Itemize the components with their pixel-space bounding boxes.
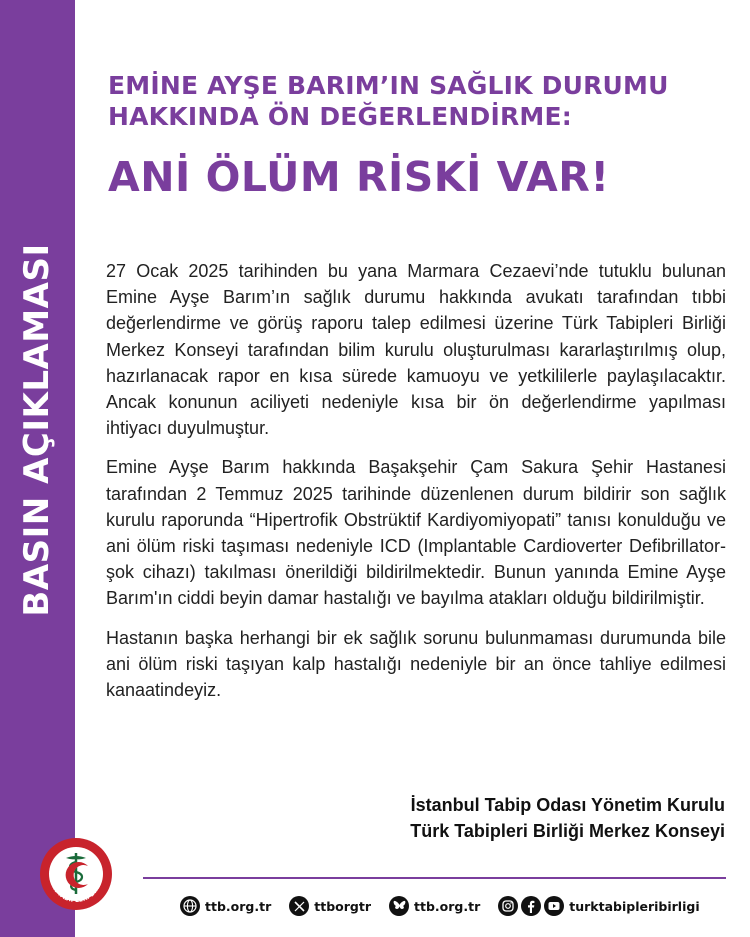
footer-divider	[143, 877, 726, 879]
footer-website[interactable]	[180, 896, 271, 916]
x-handle-text: ttborgtr	[314, 898, 371, 914]
footer-bluesky[interactable]	[389, 896, 480, 916]
ttb-logo-icon	[38, 836, 114, 912]
headline: ANİ ÖLÜM RİSKİ VAR!	[108, 153, 610, 201]
title-block	[108, 70, 718, 202]
paragraph-1: 27 Ocak 2025 tarihinden bu yana Marmara Cezaevi’nde tutuklu bulunan Emine Ayşe Barım’ın sağlık durumu hakkında avukatı tarafından tıbbi değerlendirme ve görüş raporu talep edilmesi üzerine Türk Tabipleri Birliği Merkez Konseyi tarafından bilim kurulu oluşturulması kararlaştırılmış olup, hazırlanacak rapor en kısa sürede kamuoyu ve yetkililerle paylaşılacaktır. Ancak konunun aciliyeti nedeniyle kısa bir ön değerlendirme yapılması ihtiyacı duyulmuştur.	[106, 261, 726, 439]
social-handle-text: turktabipleribirligi	[569, 898, 700, 914]
signature-block	[410, 792, 725, 844]
footer	[180, 894, 700, 918]
x-logo-icon	[289, 896, 309, 916]
title-line-1: EMİNE AYŞE BARIM’IN SAĞLIK DURUMU	[108, 71, 669, 100]
signature-line-1: İstanbul Tabip Odası Yönetim Kurulu	[410, 795, 725, 815]
statement-body	[106, 258, 726, 716]
logo-text: TÜRK TABİPLERİ BİRLİĞ	[47, 874, 105, 905]
facebook-icon	[521, 896, 541, 916]
instagram-icon	[498, 896, 518, 916]
footer-x[interactable]	[289, 896, 371, 916]
bluesky-handle-text: ttb.org.tr	[414, 898, 481, 914]
youtube-icon	[544, 896, 564, 916]
sidebar	[0, 0, 75, 937]
bluesky-icon	[389, 896, 409, 916]
paragraph-2: Emine Ayşe Barım hakkında Başakşehir Çam Sakura Şehir Hastanesi tarafından 2 Temmuz 2025 tarihinde düzenlenen durum bildirir son sağlık kurulu raporunda “Hipertrofik Obstrüktif Kardiyomiyopati” tanısı konulduğu ve ani ölüm riski taşıması nedeniyle ICD (Implantable Cardioverter Defibrillator-şok cihazı) takılması önerildiği bildirilmektedir. Bunun yanında Emine Ayşe Barım'ın ciddi beyin damar hastalığı ve bayılma atakları olduğu bildirilmiştir.	[106, 457, 726, 609]
website-text: ttb.org.tr	[205, 898, 272, 914]
footer-social[interactable]	[498, 896, 699, 916]
title-line-2: HAKKINDA ÖN DEĞERLENDİRME:	[108, 102, 572, 131]
signature-line-2: Türk Tabipleri Birliği Merkez Konseyi	[410, 821, 725, 841]
globe-icon	[180, 896, 200, 916]
sidebar-label: BASIN AÇIKLAMASI	[17, 243, 57, 617]
paragraph-3: Hastanın başka herhangi bir ek sağlık sorunu bulunmaması durumunda bile ani ölüm riski taşıyan kalp hastalığı nedeniyle bir an önce tahliye edilmesi kanaatindeyiz.	[106, 627, 726, 701]
